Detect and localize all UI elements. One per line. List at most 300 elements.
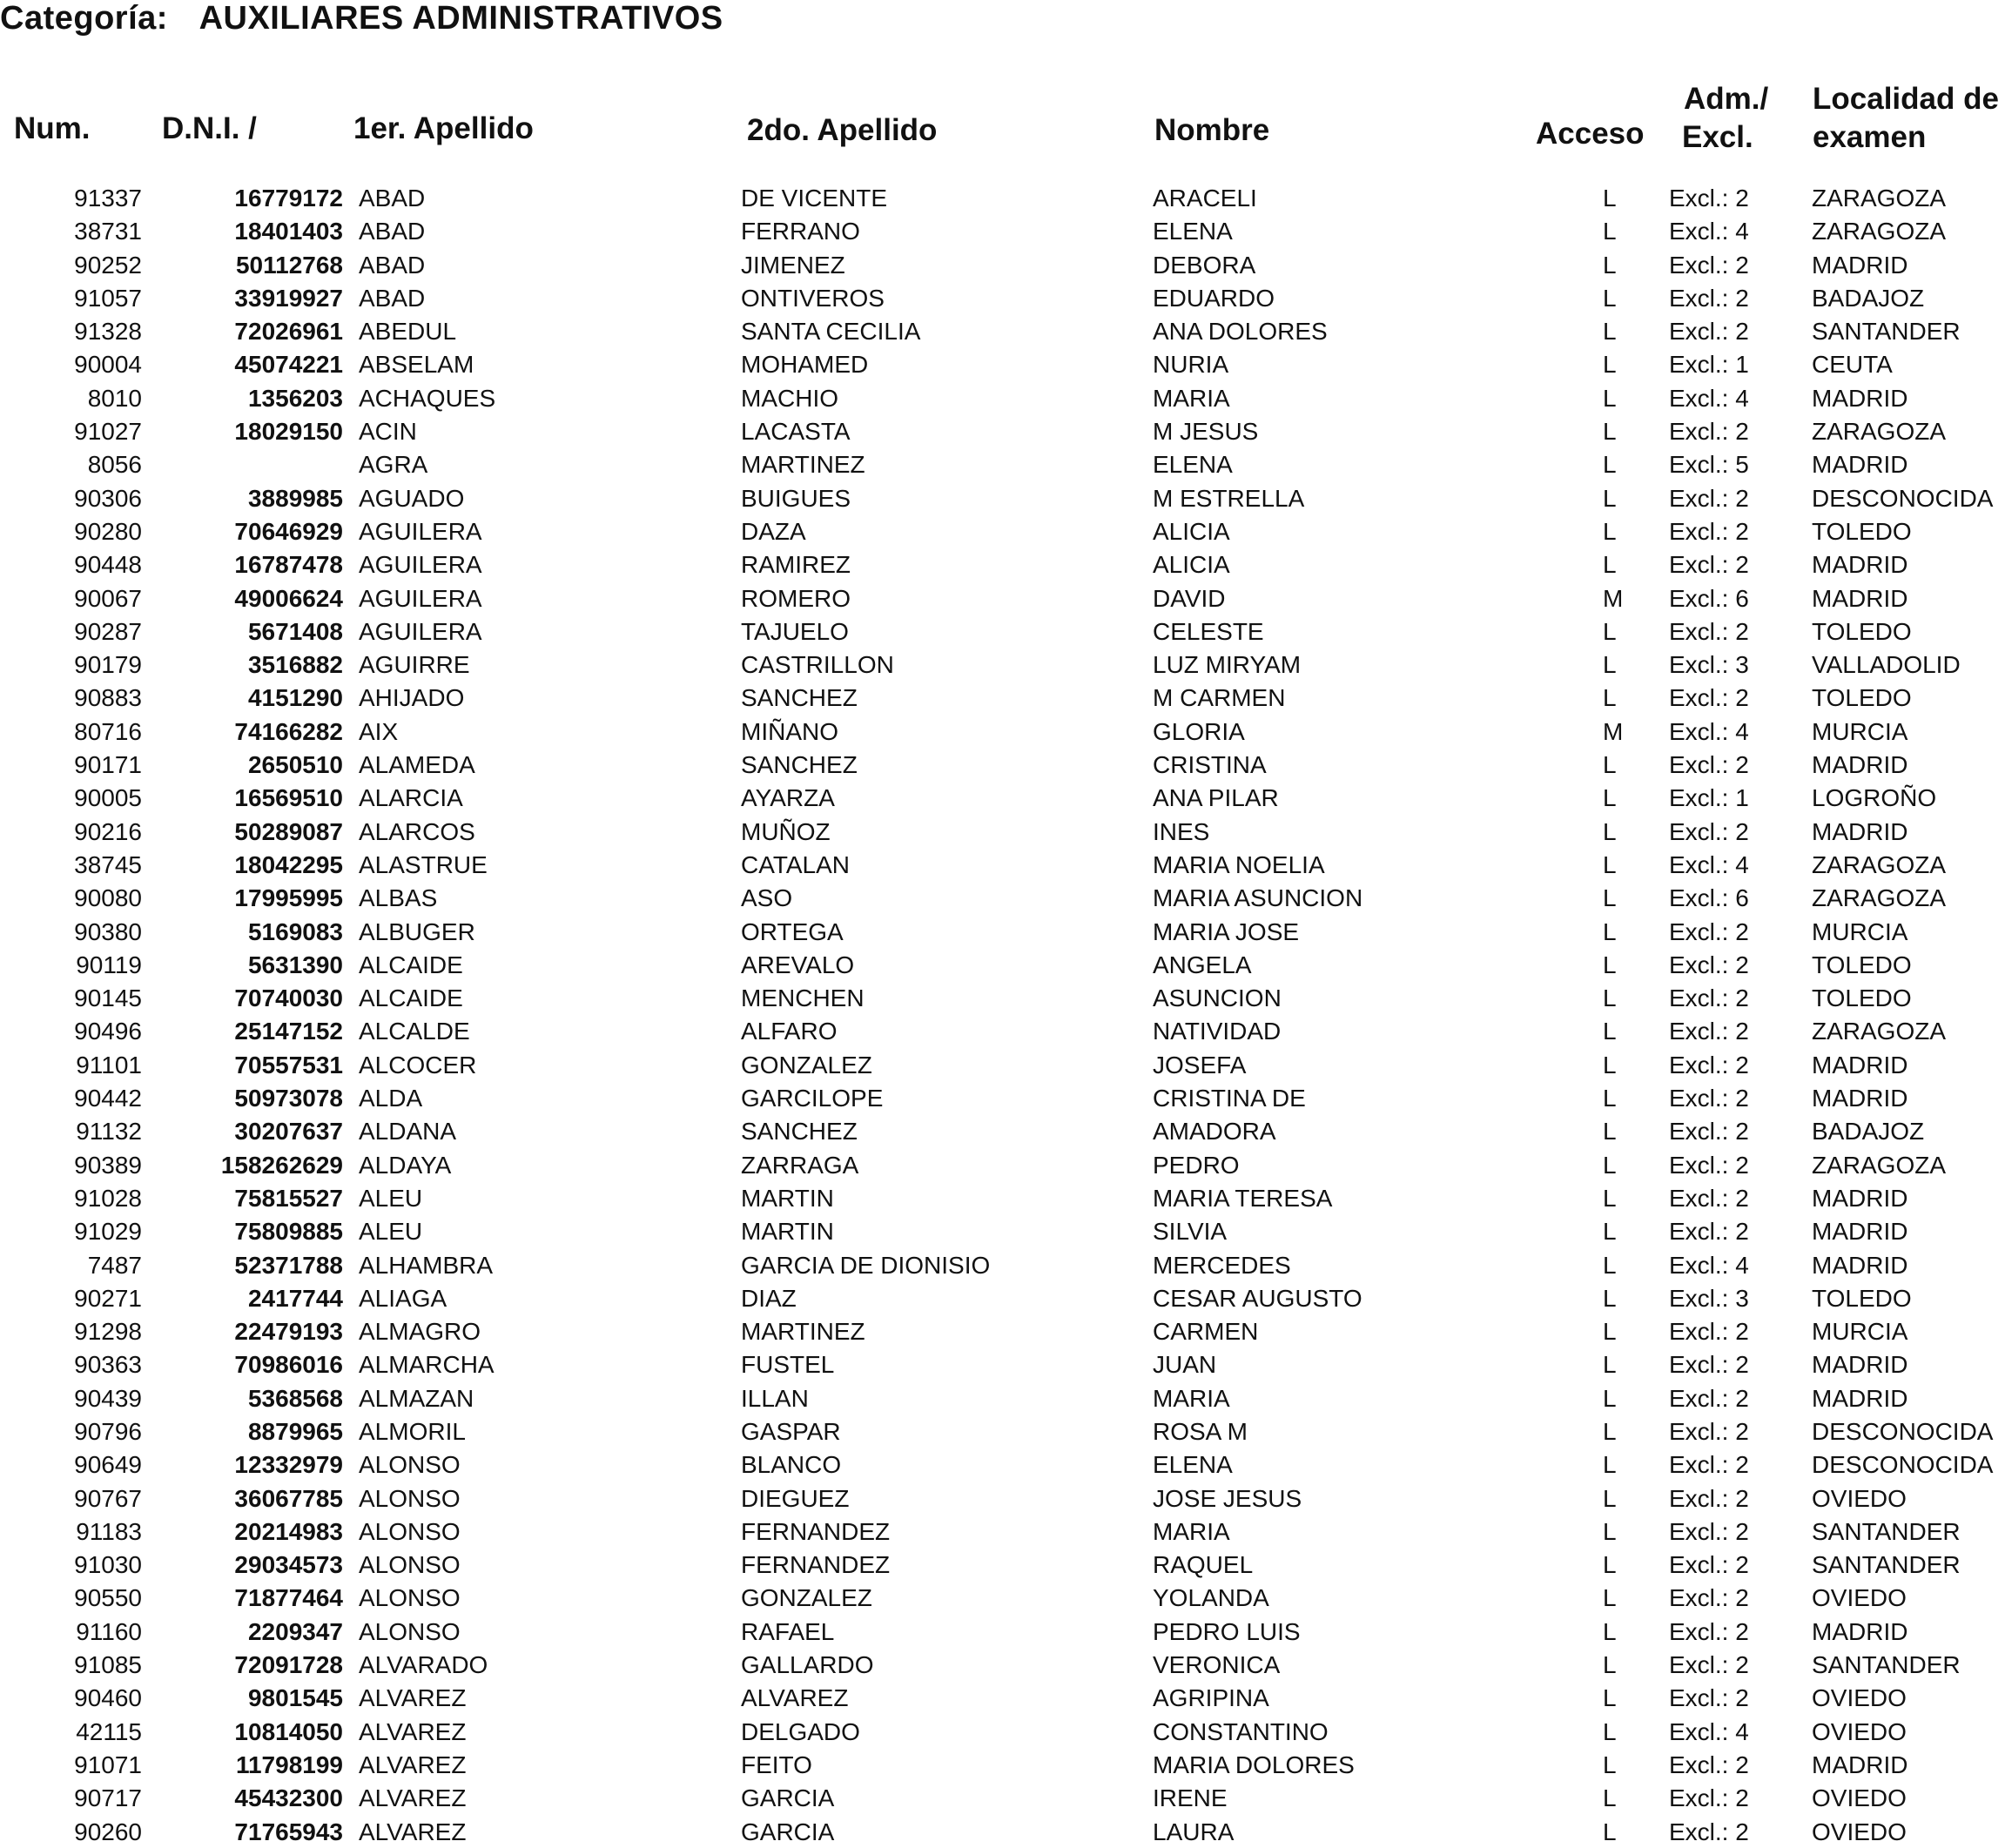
cell-num: 90389 bbox=[74, 1151, 142, 1179]
cell-acceso: L bbox=[1603, 1417, 1617, 1445]
cell-dni: 70986016 bbox=[234, 1351, 343, 1379]
cell-acceso: L bbox=[1603, 984, 1617, 1012]
cell-localidad: SANTANDER bbox=[1812, 1651, 1961, 1679]
header-loc-line2: examen bbox=[1813, 120, 1927, 154]
cell-apellido1: ALDAYA bbox=[359, 1151, 452, 1179]
table-row bbox=[0, 381, 2005, 414]
cell-acceso: M bbox=[1603, 584, 1624, 612]
cell-num: 90363 bbox=[74, 1351, 142, 1379]
cell-num: 90080 bbox=[74, 884, 142, 912]
cell-acceso: L bbox=[1603, 284, 1617, 312]
table-row bbox=[0, 1815, 2005, 1848]
cell-apellido2: FEITO bbox=[741, 1751, 812, 1778]
cell-acceso: L bbox=[1603, 1617, 1617, 1645]
cell-acceso: L bbox=[1603, 1051, 1617, 1079]
cell-apellido2: GARCIA bbox=[741, 1784, 835, 1812]
cell-acceso: L bbox=[1603, 1717, 1617, 1745]
cell-apellido2: LACASTA bbox=[741, 418, 851, 446]
cell-dni: 2417744 bbox=[247, 1284, 343, 1312]
table-row bbox=[0, 1048, 2005, 1081]
cell-apellido2: SANCHEZ bbox=[741, 1118, 858, 1146]
table-row bbox=[0, 1148, 2005, 1181]
table-row bbox=[0, 1314, 2005, 1347]
cell-adm-excl: Excl.: 2 bbox=[1669, 1184, 1749, 1212]
cell-nombre: MARIA ASUNCION bbox=[1153, 884, 1363, 912]
cell-dni: 20214983 bbox=[234, 1517, 343, 1545]
table-row bbox=[0, 615, 2005, 648]
cell-dni: 52371788 bbox=[234, 1251, 343, 1279]
cell-apellido2: ALVAREZ bbox=[741, 1684, 849, 1712]
cell-dni: 25147152 bbox=[234, 1018, 343, 1045]
cell-apellido2: DIAZ bbox=[741, 1284, 797, 1312]
cell-localidad: SANTANDER bbox=[1812, 1551, 1961, 1579]
cell-adm-excl: Excl.: 4 bbox=[1669, 218, 1749, 245]
cell-dni: 16779172 bbox=[234, 185, 343, 212]
cell-nombre: MARIA TERESA bbox=[1153, 1184, 1333, 1212]
cell-acceso: L bbox=[1603, 185, 1617, 212]
cell-dni: 49006624 bbox=[234, 584, 343, 612]
cell-acceso: L bbox=[1603, 1818, 1617, 1845]
cell-apellido2: ORTEGA bbox=[741, 917, 844, 945]
cell-num: 90280 bbox=[74, 517, 142, 545]
cell-dni: 72026961 bbox=[234, 318, 343, 346]
cell-num: 90119 bbox=[76, 951, 142, 978]
cell-adm-excl: Excl.: 4 bbox=[1669, 1251, 1749, 1279]
cell-num: 91101 bbox=[76, 1051, 142, 1079]
cell-localidad: OVIEDO bbox=[1812, 1717, 1907, 1745]
cell-localidad: OVIEDO bbox=[1812, 1684, 1907, 1712]
cell-adm-excl: Excl.: 2 bbox=[1669, 951, 1749, 978]
cell-acceso: M bbox=[1603, 717, 1624, 745]
cell-acceso: L bbox=[1603, 1784, 1617, 1812]
cell-apellido1: ALONSO bbox=[359, 1551, 461, 1579]
cell-apellido1: ALEU bbox=[359, 1218, 423, 1246]
cell-nombre: VERONICA bbox=[1153, 1651, 1281, 1679]
cell-localidad: LOGROÑO bbox=[1812, 784, 1937, 812]
cell-apellido2: MIÑANO bbox=[741, 717, 838, 745]
cell-dni: 4151290 bbox=[247, 684, 343, 712]
table-row bbox=[0, 1448, 2005, 1481]
cell-apellido1: ABSELAM bbox=[359, 351, 474, 379]
cell-dni: 3516882 bbox=[247, 651, 343, 679]
cell-dni: 10814050 bbox=[234, 1717, 343, 1745]
cell-localidad: MADRID bbox=[1812, 451, 1908, 479]
cell-acceso: L bbox=[1603, 1584, 1617, 1612]
cell-apellido2: MENCHEN bbox=[741, 984, 865, 1012]
cell-adm-excl: Excl.: 2 bbox=[1669, 1684, 1749, 1712]
cell-nombre: ANA DOLORES bbox=[1153, 318, 1328, 346]
cell-nombre: ASUNCION bbox=[1153, 984, 1282, 1012]
cell-num: 90252 bbox=[74, 251, 142, 279]
cell-num: 91057 bbox=[74, 284, 142, 312]
cell-nombre: EDUARDO bbox=[1153, 284, 1275, 312]
table-row bbox=[0, 748, 2005, 781]
cell-acceso: L bbox=[1603, 218, 1617, 245]
cell-localidad: MURCIA bbox=[1812, 1318, 1908, 1346]
cell-adm-excl: Excl.: 3 bbox=[1669, 651, 1749, 679]
cell-num: 91027 bbox=[74, 418, 142, 446]
cell-apellido1: ALVAREZ bbox=[359, 1684, 467, 1712]
cell-acceso: L bbox=[1603, 1651, 1617, 1679]
cell-localidad: MADRID bbox=[1812, 551, 1908, 579]
cell-adm-excl: Excl.: 3 bbox=[1669, 1284, 1749, 1312]
table-row bbox=[0, 514, 2005, 548]
cell-apellido1: ALONSO bbox=[359, 1584, 461, 1612]
cell-apellido1: ACIN bbox=[359, 418, 417, 446]
cell-apellido2: CATALAN bbox=[741, 850, 850, 878]
page-title bbox=[0, 0, 723, 37]
cell-nombre: JUAN bbox=[1153, 1351, 1217, 1379]
cell-adm-excl: Excl.: 2 bbox=[1669, 617, 1749, 645]
table-row bbox=[0, 1482, 2005, 1515]
cell-nombre: CONSTANTINO bbox=[1153, 1717, 1329, 1745]
table-row bbox=[0, 1748, 2005, 1781]
table-row bbox=[0, 447, 2005, 480]
cell-localidad: DESCONOCIDA bbox=[1812, 1417, 1994, 1445]
cell-localidad: BADAJOZ bbox=[1812, 284, 1925, 312]
cell-apellido1: ALCOCER bbox=[359, 1051, 477, 1079]
cell-nombre: AGRIPINA bbox=[1153, 1684, 1269, 1712]
cell-nombre: M CARMEN bbox=[1153, 684, 1286, 712]
cell-apellido1: ABAD bbox=[359, 251, 426, 279]
cell-dni: 70557531 bbox=[234, 1051, 343, 1079]
cell-num: 90550 bbox=[74, 1584, 142, 1612]
cell-acceso: L bbox=[1603, 1284, 1617, 1312]
cell-dni: 45074221 bbox=[234, 351, 343, 379]
cell-num: 91030 bbox=[74, 1551, 142, 1579]
cell-apellido2: ROMERO bbox=[741, 584, 851, 612]
cell-apellido2: ONTIVEROS bbox=[741, 284, 885, 312]
cell-localidad: MADRID bbox=[1812, 1251, 1908, 1279]
cell-dni: 74166282 bbox=[234, 717, 343, 745]
cell-apellido1: ALONSO bbox=[359, 1484, 461, 1512]
cell-nombre: ELENA bbox=[1153, 451, 1233, 479]
cell-num: 90216 bbox=[74, 817, 142, 845]
cell-apellido1: AHIJADO bbox=[359, 684, 465, 712]
cell-nombre: JOSE JESUS bbox=[1153, 1484, 1302, 1512]
cell-dni: 75815527 bbox=[234, 1184, 343, 1212]
cell-num: 90380 bbox=[74, 917, 142, 945]
cell-dni: 71877464 bbox=[234, 1584, 343, 1612]
header-num: Num. bbox=[14, 111, 91, 145]
cell-adm-excl: Excl.: 2 bbox=[1669, 684, 1749, 712]
cell-apellido2: RAMIREZ bbox=[741, 551, 851, 579]
cell-apellido1: AGUADO bbox=[359, 484, 465, 512]
cell-dni: 9801545 bbox=[247, 1684, 343, 1712]
cell-apellido2: FERNANDEZ bbox=[741, 1551, 891, 1579]
cell-adm-excl: Excl.: 5 bbox=[1669, 451, 1749, 479]
cell-apellido1: ALONSO bbox=[359, 1517, 461, 1545]
cell-num: 80716 bbox=[74, 717, 142, 745]
cell-nombre: CRISTINA bbox=[1153, 751, 1267, 779]
cell-acceso: L bbox=[1603, 917, 1617, 945]
cell-num: 90460 bbox=[74, 1684, 142, 1712]
cell-adm-excl: Excl.: 2 bbox=[1669, 1318, 1749, 1346]
cell-num: 91029 bbox=[74, 1218, 142, 1246]
cell-nombre: RAQUEL bbox=[1153, 1551, 1254, 1579]
cell-apellido1: AGUIRRE bbox=[359, 651, 470, 679]
cell-num: 91071 bbox=[74, 1751, 142, 1778]
cell-acceso: L bbox=[1603, 651, 1617, 679]
cell-acceso: L bbox=[1603, 1684, 1617, 1712]
header-acceso: Acceso bbox=[1536, 117, 1645, 151]
cell-adm-excl: Excl.: 2 bbox=[1669, 1751, 1749, 1778]
table-row bbox=[0, 1114, 2005, 1147]
cell-dni: 11798199 bbox=[235, 1751, 343, 1778]
table-row bbox=[0, 1781, 2005, 1814]
cell-apellido1: ABEDUL bbox=[359, 318, 457, 346]
cell-apellido2: MOHAMED bbox=[741, 351, 869, 379]
cell-adm-excl: Excl.: 2 bbox=[1669, 1651, 1749, 1679]
cell-apellido1: ALCALDE bbox=[359, 1018, 470, 1045]
cell-apellido2: MARTINEZ bbox=[741, 451, 865, 479]
cell-dni: 29034573 bbox=[234, 1551, 343, 1579]
cell-localidad: TOLEDO bbox=[1812, 617, 1912, 645]
cell-acceso: L bbox=[1603, 517, 1617, 545]
cell-apellido2: TAJUELO bbox=[741, 617, 849, 645]
category-label: Categoría: bbox=[0, 0, 168, 37]
table-row bbox=[0, 1214, 2005, 1247]
cell-nombre: CESAR AUGUSTO bbox=[1153, 1284, 1362, 1312]
cell-num: 90439 bbox=[74, 1384, 142, 1412]
header-apellido2: 2do. Apellido bbox=[747, 113, 938, 147]
cell-localidad: DESCONOCIDA bbox=[1812, 484, 1994, 512]
cell-acceso: L bbox=[1603, 318, 1617, 346]
cell-dni: 30207637 bbox=[234, 1118, 343, 1146]
cell-adm-excl: Excl.: 2 bbox=[1669, 1784, 1749, 1812]
cell-adm-excl: Excl.: 4 bbox=[1669, 717, 1749, 745]
cell-adm-excl: Excl.: 2 bbox=[1669, 318, 1749, 346]
cell-apellido2: MACHIO bbox=[741, 384, 838, 412]
cell-nombre: ANGELA bbox=[1153, 951, 1252, 978]
cell-adm-excl: Excl.: 2 bbox=[1669, 1384, 1749, 1412]
cell-apellido1: ALMAGRO bbox=[359, 1318, 481, 1346]
cell-dni: 22479193 bbox=[234, 1318, 343, 1346]
cell-apellido1: ALDA bbox=[359, 1085, 423, 1112]
cell-dni: 18401403 bbox=[234, 218, 343, 245]
cell-nombre: ALICIA bbox=[1153, 551, 1230, 579]
cell-localidad: MADRID bbox=[1812, 817, 1908, 845]
table-row bbox=[0, 1081, 2005, 1114]
cell-acceso: L bbox=[1603, 251, 1617, 279]
cell-num: 38745 bbox=[74, 850, 142, 878]
cell-apellido1: AGUILERA bbox=[359, 584, 482, 612]
cell-nombre: CARMEN bbox=[1153, 1318, 1259, 1346]
cell-apellido2: MARTINEZ bbox=[741, 1318, 865, 1346]
cell-num: 90649 bbox=[74, 1451, 142, 1479]
cell-nombre: MARIA DOLORES bbox=[1153, 1751, 1355, 1778]
cell-num: 8010 bbox=[87, 384, 142, 412]
cell-acceso: L bbox=[1603, 484, 1617, 512]
cell-apellido2: GALLARDO bbox=[741, 1651, 874, 1679]
cell-apellido2: MARTIN bbox=[741, 1218, 834, 1246]
cell-adm-excl: Excl.: 2 bbox=[1669, 517, 1749, 545]
cell-dni: 12332979 bbox=[234, 1451, 343, 1479]
cell-dni: 5169083 bbox=[247, 917, 343, 945]
cell-adm-excl: Excl.: 2 bbox=[1669, 185, 1749, 212]
cell-num: 90767 bbox=[74, 1484, 142, 1512]
cell-nombre: SILVIA bbox=[1153, 1218, 1228, 1246]
cell-num: 90496 bbox=[74, 1018, 142, 1045]
cell-apellido1: ALARCOS bbox=[359, 817, 475, 845]
cell-nombre: GLORIA bbox=[1153, 717, 1245, 745]
cell-apellido2: SANTA CECILIA bbox=[741, 318, 921, 346]
cell-localidad: MADRID bbox=[1812, 1617, 1908, 1645]
cell-adm-excl: Excl.: 2 bbox=[1669, 1085, 1749, 1112]
cell-acceso: L bbox=[1603, 418, 1617, 446]
cell-apellido1: ALONSO bbox=[359, 1617, 461, 1645]
cell-localidad: BADAJOZ bbox=[1812, 1118, 1925, 1146]
cell-num: 91337 bbox=[74, 185, 142, 212]
cell-dni: 18042295 bbox=[234, 850, 343, 878]
cell-adm-excl: Excl.: 6 bbox=[1669, 884, 1749, 912]
cell-apellido1: ALCAIDE bbox=[359, 951, 463, 978]
cell-dni: 71765943 bbox=[234, 1818, 343, 1845]
table-row bbox=[0, 1281, 2005, 1314]
cell-localidad: SANTANDER bbox=[1812, 1517, 1961, 1545]
cell-apellido1: ALMAZAN bbox=[359, 1384, 474, 1412]
cell-acceso: L bbox=[1603, 751, 1617, 779]
cell-apellido2: GARCIA DE DIONISIO bbox=[741, 1251, 991, 1279]
cell-acceso: L bbox=[1603, 1085, 1617, 1112]
cell-apellido1: ALIAGA bbox=[359, 1284, 447, 1312]
cell-num: 91085 bbox=[74, 1651, 142, 1679]
cell-apellido2: CASTRILLON bbox=[741, 651, 894, 679]
cell-localidad: OVIEDO bbox=[1812, 1818, 1907, 1845]
cell-apellido1: ALVAREZ bbox=[359, 1818, 467, 1845]
cell-adm-excl: Excl.: 2 bbox=[1669, 284, 1749, 312]
table-row bbox=[0, 948, 2005, 981]
cell-acceso: L bbox=[1603, 1251, 1617, 1279]
cell-apellido1: AGUILERA bbox=[359, 617, 482, 645]
cell-adm-excl: Excl.: 2 bbox=[1669, 1484, 1749, 1512]
cell-apellido2: SANCHEZ bbox=[741, 751, 858, 779]
table-row bbox=[0, 181, 2005, 214]
cell-dni: 3889985 bbox=[247, 484, 343, 512]
header-adm-line2: Excl. bbox=[1682, 120, 1753, 154]
table-row bbox=[0, 1548, 2005, 1581]
cell-nombre: CRISTINA DE bbox=[1153, 1085, 1306, 1112]
cell-num: 90271 bbox=[74, 1284, 142, 1312]
table-row bbox=[0, 1415, 2005, 1448]
cell-num: 90796 bbox=[74, 1417, 142, 1445]
cell-adm-excl: Excl.: 2 bbox=[1669, 984, 1749, 1012]
cell-nombre: YOLANDA bbox=[1153, 1584, 1269, 1612]
cell-adm-excl: Excl.: 4 bbox=[1669, 1717, 1749, 1745]
table-row bbox=[0, 981, 2005, 1014]
cell-num: 90179 bbox=[74, 651, 142, 679]
cell-localidad: MADRID bbox=[1812, 1751, 1908, 1778]
header-adm-line1: Adm./ bbox=[1684, 82, 1769, 116]
cell-apellido2: DAZA bbox=[741, 517, 806, 545]
cell-dni: 70740030 bbox=[234, 984, 343, 1012]
cell-localidad: OVIEDO bbox=[1812, 1784, 1907, 1812]
cell-apellido1: ALVARADO bbox=[359, 1651, 488, 1679]
cell-localidad: OVIEDO bbox=[1812, 1484, 1907, 1512]
cell-dni: 75809885 bbox=[234, 1218, 343, 1246]
table-row bbox=[0, 1248, 2005, 1281]
cell-nombre: ANA PILAR bbox=[1153, 784, 1279, 812]
cell-nombre: M ESTRELLA bbox=[1153, 484, 1305, 512]
cell-acceso: L bbox=[1603, 1551, 1617, 1579]
cell-nombre: MARIA bbox=[1153, 1517, 1230, 1545]
cell-apellido1: ALMARCHA bbox=[359, 1351, 495, 1379]
cell-localidad: MURCIA bbox=[1812, 717, 1908, 745]
cell-localidad: TOLEDO bbox=[1812, 984, 1912, 1012]
table-row bbox=[0, 281, 2005, 314]
cell-dni: 33919927 bbox=[234, 284, 343, 312]
cell-apellido1: ALHAMBRA bbox=[359, 1251, 494, 1279]
cell-acceso: L bbox=[1603, 817, 1617, 845]
table-row bbox=[0, 781, 2005, 814]
cell-nombre: AMADORA bbox=[1153, 1118, 1276, 1146]
cell-apellido2: GASPAR bbox=[741, 1417, 841, 1445]
table-row bbox=[0, 1581, 2005, 1614]
cell-num: 90287 bbox=[74, 617, 142, 645]
cell-acceso: L bbox=[1603, 351, 1617, 379]
cell-apellido2: DIEGUEZ bbox=[741, 1484, 850, 1512]
cell-adm-excl: Excl.: 4 bbox=[1669, 384, 1749, 412]
cell-apellido1: AIX bbox=[359, 717, 399, 745]
cell-localidad: ZARAGOZA bbox=[1812, 418, 1947, 446]
cell-acceso: L bbox=[1603, 1151, 1617, 1179]
cell-acceso: L bbox=[1603, 1451, 1617, 1479]
cell-apellido1: ALDANA bbox=[359, 1118, 457, 1146]
cell-adm-excl: Excl.: 2 bbox=[1669, 1617, 1749, 1645]
header-loc-line1: Localidad de bbox=[1813, 82, 1999, 116]
cell-apellido1: ALCAIDE bbox=[359, 984, 463, 1012]
table-row bbox=[0, 548, 2005, 581]
cell-nombre: MARIA bbox=[1153, 384, 1230, 412]
cell-apellido2: ZARRAGA bbox=[741, 1151, 859, 1179]
cell-apellido1: ALARCIA bbox=[359, 784, 463, 812]
cell-num: 91132 bbox=[76, 1118, 142, 1146]
cell-acceso: L bbox=[1603, 1517, 1617, 1545]
cell-apellido2: FERRANO bbox=[741, 218, 860, 245]
table-row bbox=[0, 881, 2005, 914]
cell-nombre: ELENA bbox=[1153, 1451, 1233, 1479]
cell-adm-excl: Excl.: 2 bbox=[1669, 1551, 1749, 1579]
cell-nombre: PEDRO bbox=[1153, 1151, 1240, 1179]
cell-apellido2: GONZALEZ bbox=[741, 1051, 872, 1079]
cell-localidad: MADRID bbox=[1812, 251, 1908, 279]
cell-localidad: MADRID bbox=[1812, 1351, 1908, 1379]
cell-apellido2: RAFAEL bbox=[741, 1617, 835, 1645]
cell-localidad: ZARAGOZA bbox=[1812, 1018, 1947, 1045]
table-row bbox=[0, 347, 2005, 380]
cell-apellido1: ACHAQUES bbox=[359, 384, 496, 412]
cell-nombre: LAURA bbox=[1153, 1818, 1235, 1845]
cell-acceso: L bbox=[1603, 551, 1617, 579]
cell-acceso: L bbox=[1603, 784, 1617, 812]
cell-adm-excl: Excl.: 4 bbox=[1669, 850, 1749, 878]
cell-apellido2: AYARZA bbox=[741, 784, 835, 812]
cell-dni: 1356203 bbox=[247, 384, 343, 412]
cell-adm-excl: Excl.: 2 bbox=[1669, 1818, 1749, 1845]
table-row bbox=[0, 715, 2005, 748]
cell-adm-excl: Excl.: 2 bbox=[1669, 1218, 1749, 1246]
cell-apellido1: ALMORIL bbox=[359, 1417, 466, 1445]
cell-localidad: ZARAGOZA bbox=[1812, 850, 1947, 878]
header-dni: D.N.I. / bbox=[162, 111, 257, 145]
cell-localidad: SANTANDER bbox=[1812, 318, 1961, 346]
cell-localidad: VALLADOLID bbox=[1812, 651, 1961, 679]
table-row bbox=[0, 1648, 2005, 1681]
table-row bbox=[0, 1715, 2005, 1748]
cell-adm-excl: Excl.: 2 bbox=[1669, 1451, 1749, 1479]
cell-nombre: ARACELI bbox=[1153, 185, 1257, 212]
cell-num: 90067 bbox=[74, 584, 142, 612]
